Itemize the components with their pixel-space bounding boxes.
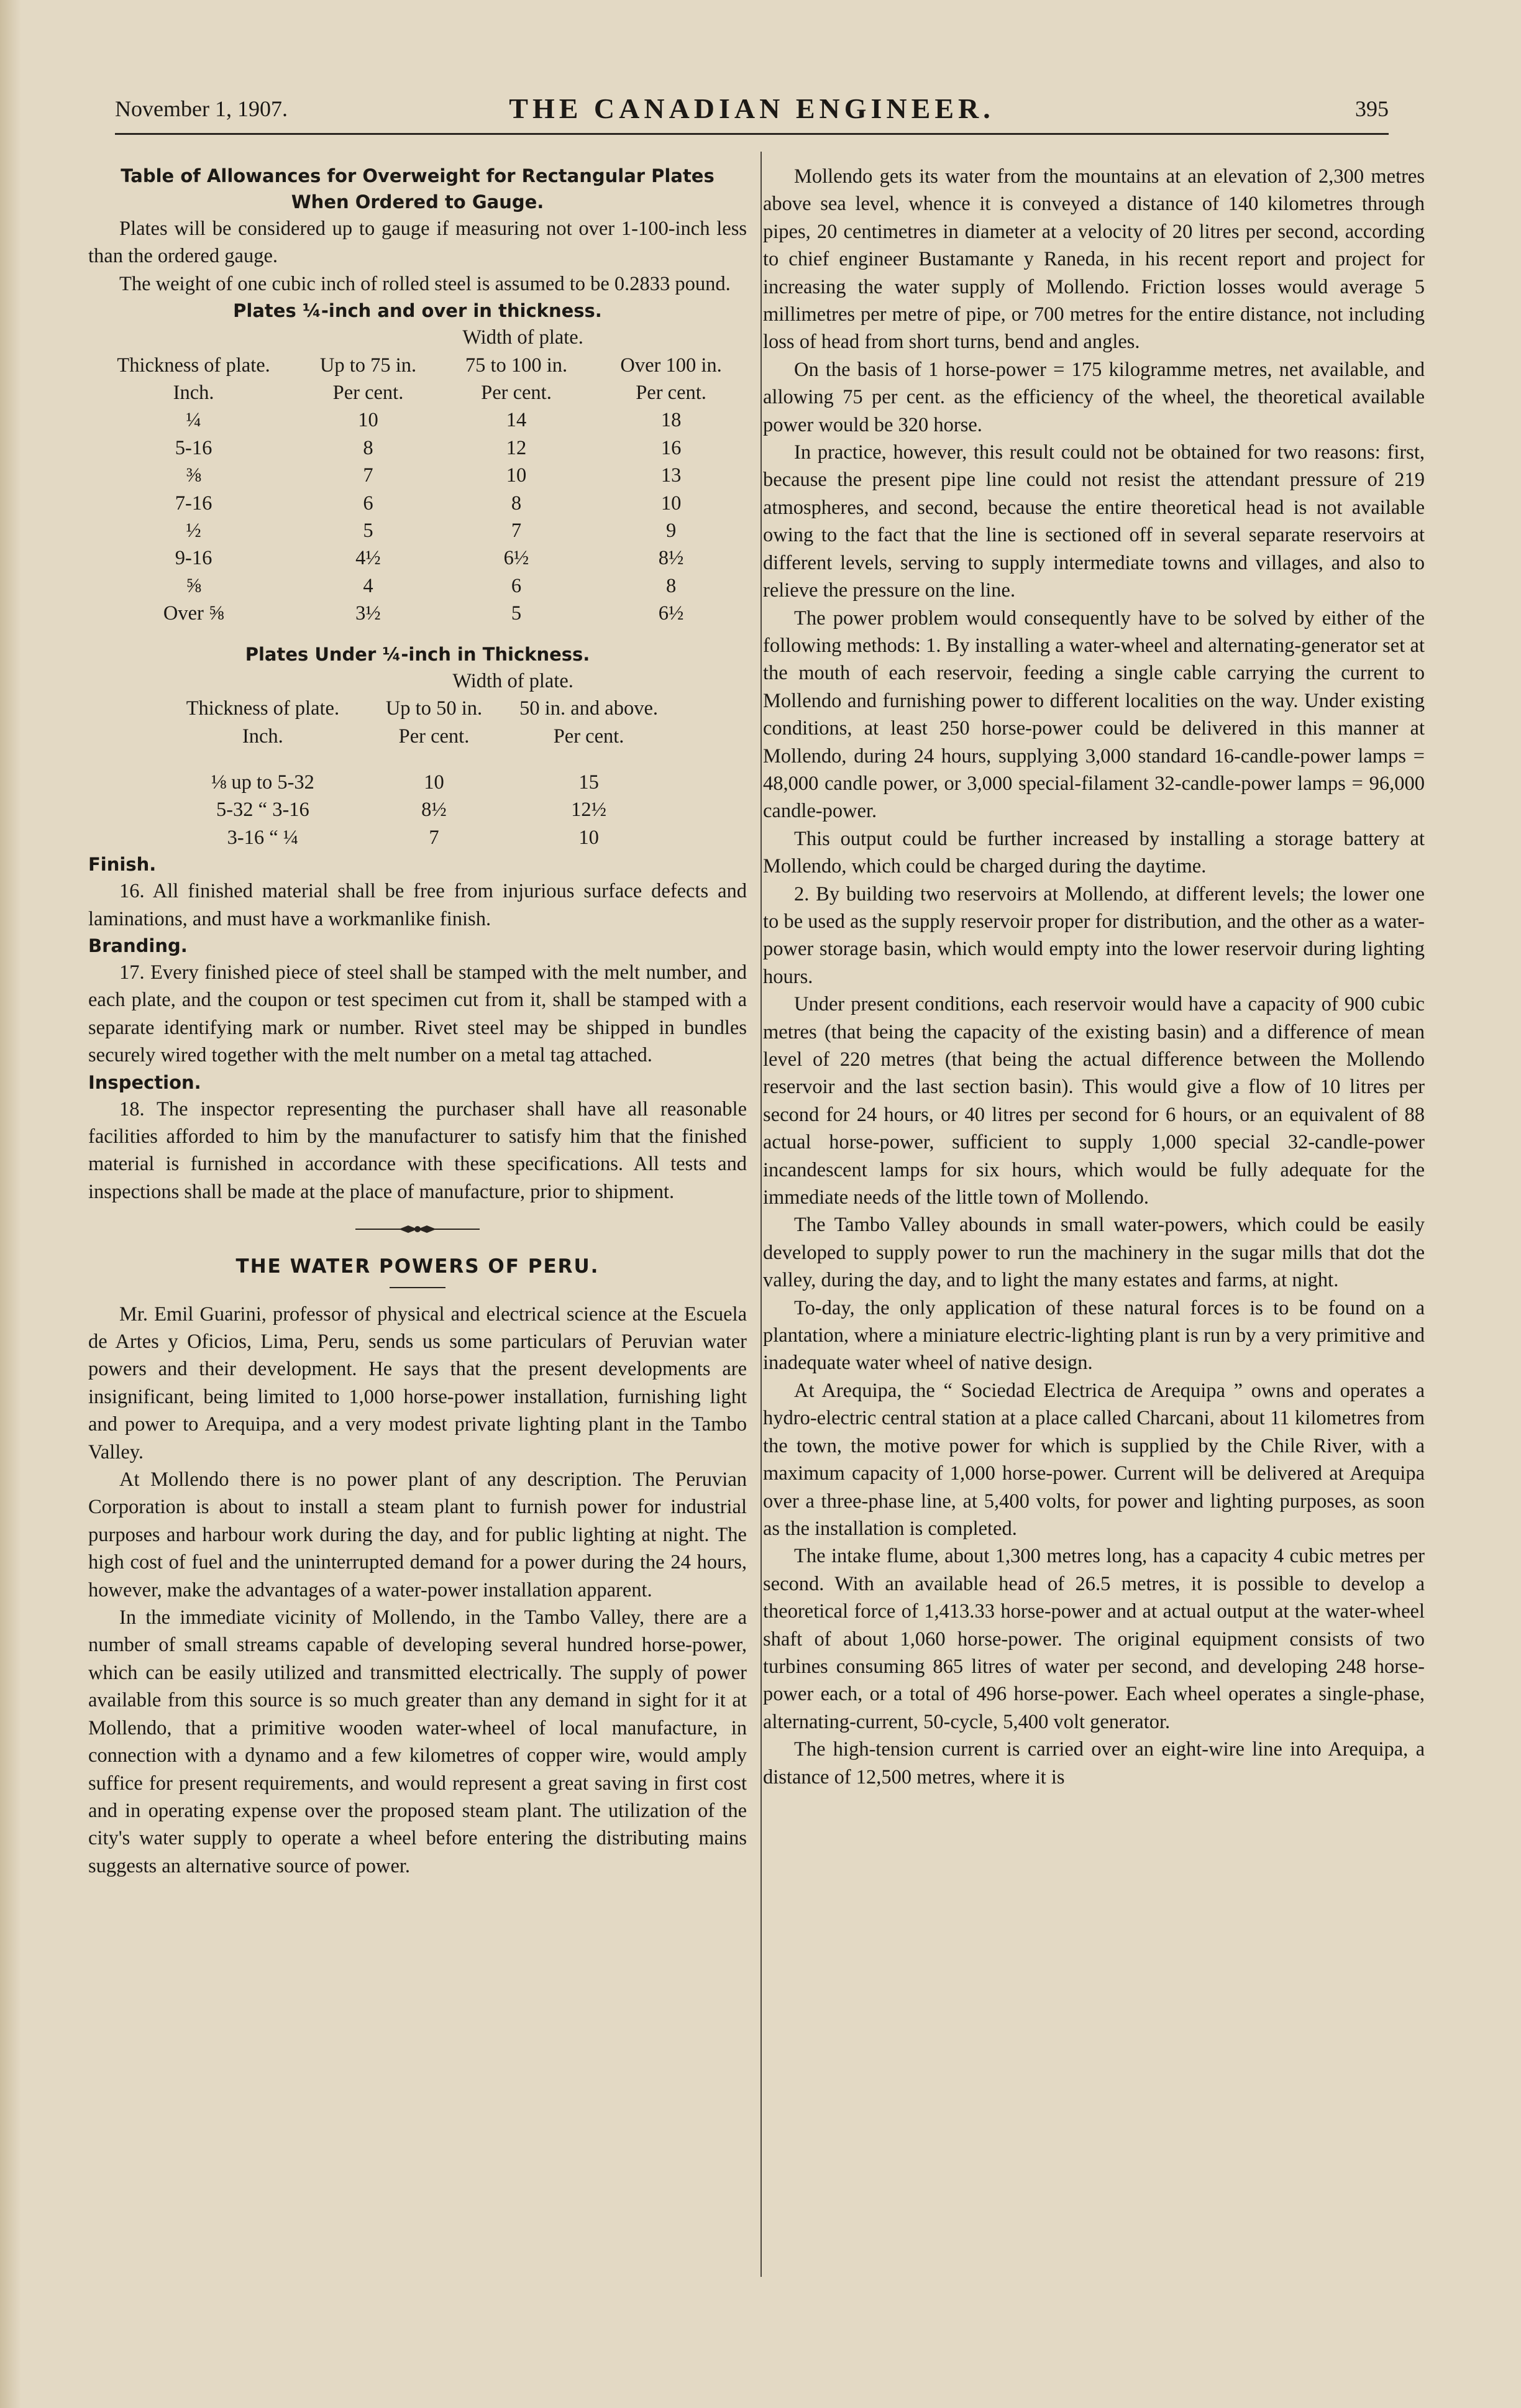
allowances-paragraph: Plates will be considered up to gauge if measuring not over 1-100-inch less than the ordered gauge. <box>88 217 747 268</box>
section-ornament <box>88 1214 747 1242</box>
left-column <box>88 163 747 1880</box>
article-paragraph: The intake flume, about 1,300 metres long, has a capacity 4 cubic metres per second. With an available head of 26.5 metres, it is possible to develop a theoretical force of 1,413.33 horse-power and at actual output at the water-wheel shaft of about 1,060 horse-power. The original equipment consists of two turbines consuming 865 litres of water per second, and developing 248 horse-power each, or a total of 496 horse-power. Each wheel operates a single-phase, alternating-current, 50-cycle, 5,400 volt generator. <box>763 1545 1425 1733</box>
col-header-a: Up to 50 in. <box>385 697 483 720</box>
unit-label: Per cent. <box>398 725 470 748</box>
finish-heading: Finish. <box>88 854 157 876</box>
table-row: 3-16 “ ¼ 7 10 <box>227 826 599 849</box>
col-header-thickness: Thickness of plate. <box>186 697 340 720</box>
article-paragraph: In the immediate vicinity of Mollendo, in the Tambo Valley, there are a number of small streams capable of developing several hundred horse-power, which can be easily utilized and transmitted electrically. The supply of power available from this source is so much greater than any demand in sight for it at Mollendo, that a primitive wooden water-wheel of local manufacture, in connection with a dynamo and a few kilometres of copper wire, would amply suffice for present requirements, and would represent a great saving in first cost and in operating expense over the proposed steam plant. The utilization of the city's water supply to operate a wheel before entering the distributing mains suggests an alternative source of power. <box>88 1606 747 1877</box>
table-row: 9-16 4½ 6½ 8½ <box>175 547 684 570</box>
branding-paragraph: 17. Every finished piece of steel shall be stamped with the melt number, and each plate, and the coupon or test specimen cut from it, shall be stamped with a separate identifying mark or number. Rivet steel may be shipped in bundles securely wired together with the melt number on a metal tag attached. <box>88 961 747 1067</box>
col-header-b: 50 in. and above. <box>519 697 659 720</box>
article-paragraph: To-day, the only application of these natural forces is to be found on a plantation, where a miniature electric-lighting plant is run by a very primitive and inadequate water wheel of native design. <box>763 1296 1425 1375</box>
width-header: Width of plate. <box>452 669 573 692</box>
col-header-b: 75 to 100 in. <box>465 354 568 377</box>
page-number: 395 <box>1355 96 1389 121</box>
col-header-a: Up to 75 in. <box>319 354 417 377</box>
unit-label: Per cent. <box>481 382 552 405</box>
table-row: 5-32 “ 3-16 8½ 12½ <box>216 799 606 822</box>
title-rule <box>390 1287 445 1288</box>
table-row: 7-16 6 8 10 <box>175 492 682 515</box>
col-header-c: Over 100 in. <box>620 354 722 377</box>
article-paragraph: The Tambo Valley abounds in small water-powers, which could be easily developed to supply power to run the machinery in the sugar mills that dot the valley, during the day, and to light the many estates and farms, at night. <box>763 1214 1425 1292</box>
plates-over-quarter-table <box>88 324 747 627</box>
table-row: ⅜ 7 10 13 <box>186 464 682 487</box>
article-paragraph: Mollendo gets its water from the mountains at an elevation of 2,300 metres above sea level, whence it is conveyed a distance of 140 kilometres through pipes, 20 centimetres in diameter at a velocity of 20 litres per second, according to chief engineer Bustamante y Raneda, in his recent report and project for increasing the water supply of Mollendo. Friction losses would average 5 millimetres per metre of pipe, or 700 metres for the entire distance, not including loss of head from short turns, bend and angles. <box>763 165 1425 354</box>
unit-label: Per cent. <box>332 382 404 405</box>
allowances-heading: Table of Allowances for Overweight for Rectangular Plates When Ordered to Gauge. <box>121 165 715 213</box>
page-header <box>115 92 1389 129</box>
col-header-thickness: Thickness of plate. <box>117 354 270 377</box>
article-paragraph: The power problem would consequently have to be solved by either of the following methods: 1. By installing a water-wheel and alternating-generator set at the mouth of each reservoir, feeding a single cable carrying the current to Mollendo and furnishing power to different localities on the way. Under existing conditions, at least 250 horse-power could be delivered in this manner at Mollendo, during 24 hours, supplying 3,000 standard 16-candle-power lamps = 48,000 candle power, or 3,000 special-filament 32-candle-power lamps = 96,000 candle-power. <box>763 607 1425 823</box>
width-header: Width of plate. <box>462 326 583 349</box>
right-column <box>763 163 1425 1791</box>
plates-under-quarter-table <box>88 667 747 851</box>
table-row: ⅛ up to 5-32 10 15 <box>211 771 599 794</box>
article-paragraph: At Arequipa, the “ Sociedad Electrica de Arequipa ” owns and operates a hydro-electric central station at a place called Charcani, about 11 kilometres from the town, the motive power for which is supplied by the Chile River, with a maximum capacity of 1,000 horse-power. Current will be delivered at Arequipa over a three-phase line, at 5,400 volts, for power and lighting purposes, as soon as the installation is completed. <box>763 1379 1425 1540</box>
article-paragraph: In practice, however, this result could not be obtained for two reasons: first, because the present pipe line could not resist the attendant pressure of 219 atmospheres, and second, because the entire theoretical head is not available owing to the fact that the line is sectioned off in several separate reservoirs at different levels, serving to supply intermediate towns and villages, and also to relieve the pressure on the line. <box>763 441 1425 602</box>
header-rule <box>115 133 1389 135</box>
table1-title: Plates ¼-inch and over in thickness. <box>233 300 602 322</box>
table-row: 5-16 8 12 16 <box>175 436 682 459</box>
issue-date: November 1, 1907. <box>115 96 288 121</box>
article-paragraph: Mr. Emil Guarini, professor of physical and electrical science at the Escuela de Artes y Oficios, Lima, Peru, sends us some particulars of Peruvian water powers and their development. He says that the present developments are insignificant, being limited to 1,000 horse-power installation, furnishing light and power to Arequipa, and a very modest private lighting plant in the Tambo Valley. <box>88 1302 747 1463</box>
unit-label: Per cent. <box>553 725 624 748</box>
article-paragraph: The high-tension current is carried over an eight-wire line into Arequipa, a distance of 12,500 metres, where it is <box>763 1738 1425 1788</box>
allowances-paragraph: The weight of one cubic inch of rolled steel is assumed to be 0.2833 pound. <box>119 272 731 295</box>
table-row: Over ⅝ 3½ 5 6½ <box>163 602 684 625</box>
page-edge <box>0 0 21 2408</box>
unit-label: Per cent. <box>636 382 706 405</box>
column-divider <box>760 152 762 2277</box>
unit-label: Inch. <box>173 382 214 405</box>
table-row: ¼ 10 14 18 <box>186 409 682 432</box>
article-paragraph: 2. By building two reservoirs at Mollendo, at different levels; the lower one to be used as the supply reservoir proper for distribution, and the other as a water-power storage basin, which would empty into the lower reservoir during lighting hours. <box>763 882 1425 988</box>
article-title: THE WATER POWERS OF PERU. <box>235 1255 600 1278</box>
article-paragraph: At Mollendo there is no power plant of any description. The Peruvian Corporation is about to install a steam plant to furnish power for industrial purposes and harbour work during the day, and for public lighting at night. The high cost of fuel and the uninterrupted demand for a power during the 24 hours, however, make the advantages of a water-power installation apparent. <box>88 1468 747 1601</box>
article-paragraph: This output could be further increased by installing a storage battery at Mollendo, which could be charged during the daytime. <box>763 827 1425 878</box>
table-row: ⅝ 4 6 8 <box>186 574 677 597</box>
inspection-heading: Inspection. <box>88 1071 201 1093</box>
table-row: ½ 5 7 9 <box>186 520 677 542</box>
finish-paragraph: 16. All finished material shall be free from injurious surface defects and laminations, and must have a workmanlike finish. <box>88 880 747 930</box>
inspection-paragraph: 18. The inspector representing the purchaser shall have all reasonable facilities afforded to him by the manufacturer to satisfy him that the finished material is furnished in accordance with these specifications. All tests and inspections shall be made at the place of manufacture, prior to shipment. <box>88 1097 747 1203</box>
table2-title: Plates Under ¼-inch in Thickness. <box>245 643 590 665</box>
unit-label: Inch. <box>242 725 283 748</box>
article-paragraph: Under present conditions, each reservoir would have a capacity of 900 cubic metres (that being the capacity of the existing basin) and a difference of mean level of 220 metres (that being the actual difference between the Mollendo reservoir and the last section basin). This would give a flow of 10 litres per second for 24 hours, or 40 litres per second for 6 hours, or an equivalent of 88 actual horse-power, sufficient to supply 1,000 special 32-candle-power incandescent lamps for six hours, which would be fully adequate for the immediate needs of the little town of Mollendo. <box>763 993 1425 1209</box>
journal-title: THE CANADIAN ENGINEER. <box>509 93 995 124</box>
article-paragraph: On the basis of 1 horse-power = 175 kilogramme metres, net available, and allowing 75 per cent. as the efficiency of the wheel, the theoretical available power would be 320 horse. <box>763 358 1425 436</box>
branding-heading: Branding. <box>88 935 188 956</box>
